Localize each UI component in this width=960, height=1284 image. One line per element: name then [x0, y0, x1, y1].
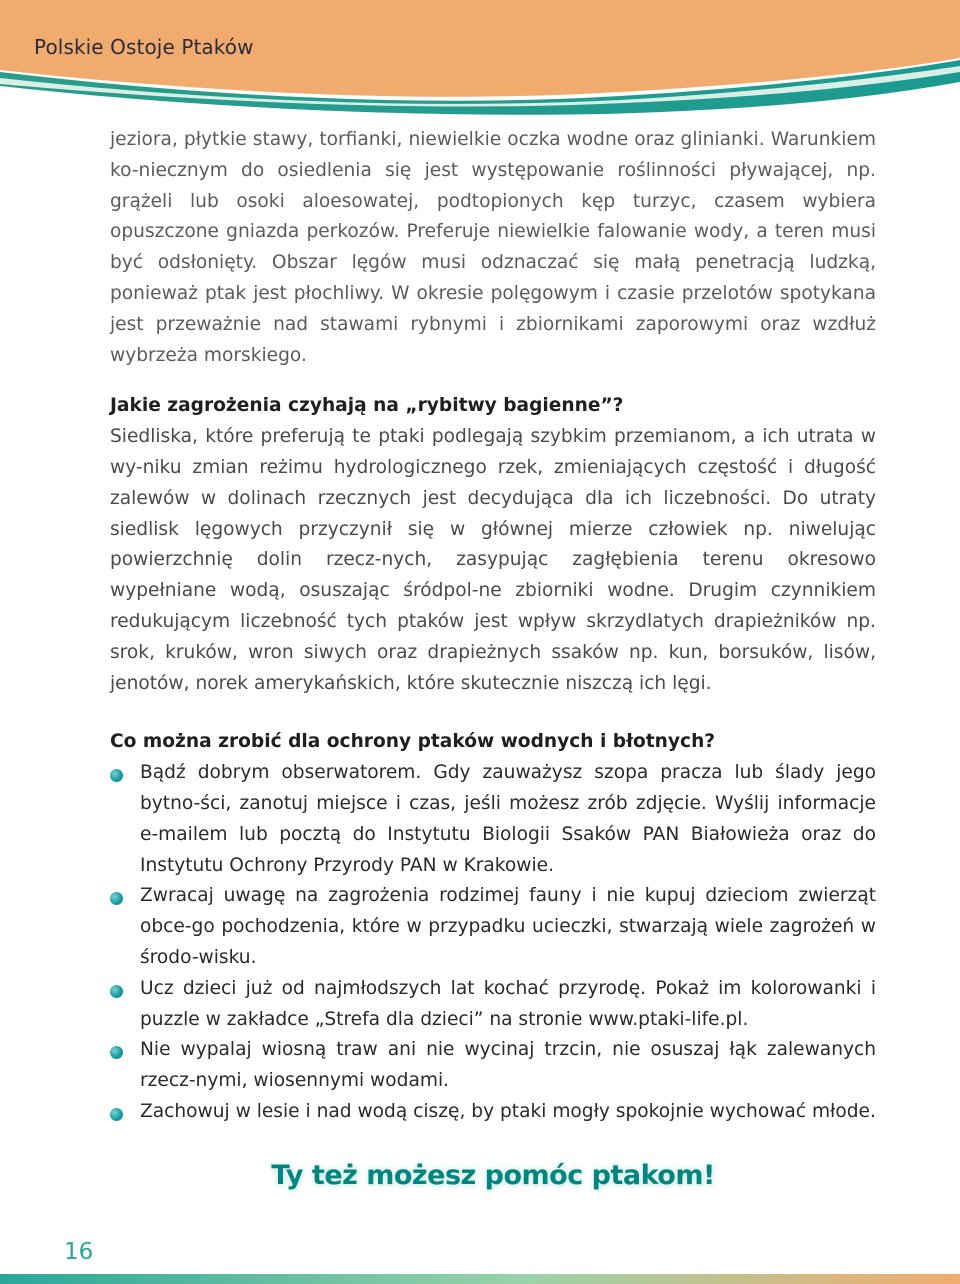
tip-text: Zwracaj uwagę na zagrożenia rodzimej fauny i nie kupuj dzieciom zwierząt obce-go pochodzenia, które w przypadku ucieczki, stwarzają wiele zagrożeń w środo-wisku. [140, 885, 876, 968]
threats-paragraph: Siedliska, które preferują te ptaki podlegają szybkim przemianom, a ich utrata w wy-niku zmian reżimu hydrologicznego rzek, zmieniających częstość i długość zalewów w dolinach rzecznych jest decydująca dla ich liczebności. Do utraty siedlisk lęgowych przyczynił się w głównej mierze człowiek np. niwelując powierzchnię dolin rzecz-nych, zasypując zagłębienia terenu okresowo wypełniane wodą, osuszając śródpol-ne zbiorniki wodne. Drugim czynnikiem redukującym liczebność tych ptaków jest wpływ skrzydlatych drapieżników np. srok, kruków, wron siwych oraz drapieżnych ssaków np. kun, borsuków, lisów, jenotów, norek amerykańskich, które skutecznie niszczą ich lęgi. [110, 426, 876, 694]
threats-heading: Jakie zagrożenia czyhają na „rybitwy bagienne”? [110, 395, 624, 417]
list-item [110, 758, 876, 881]
page-number: 16 [64, 1239, 94, 1265]
list-item [110, 1097, 876, 1128]
tip-text: Nie wypalaj wiosną traw ani nie wycinaj trzcin, nie osuszaj łąk zalewanych rzecz-nymi, wiosennymi wodami. [140, 1039, 876, 1092]
page-header [0, 0, 960, 115]
header-title: Polskie Ostoje Ptaków [34, 35, 254, 59]
teal-dot-icon [110, 1046, 123, 1059]
footer-bar [0, 1270, 960, 1284]
list-item [110, 1035, 876, 1097]
protection-heading: Co można zrobić dla ochrony ptaków wodnych i błotnych? [110, 731, 716, 753]
tip-text: Ucz dzieci już od najmłodszych lat kochać przyrodę. Pokaż im kolorowanki i puzzle w zakładce „Strefa dla dzieci” na stronie www.ptaki-life.pl. [140, 977, 876, 1030]
main-content [110, 125, 876, 1128]
teal-dot-icon [110, 769, 123, 782]
slogan: Ty też możesz pomóc ptakom! [271, 1160, 715, 1191]
list-item [110, 974, 876, 1036]
tip-text: Bądź dobrym obserwatorem. Gdy zauważysz szopa pracza lub ślady jego bytno-ści, zanotuj miejsce i czas, jeśli możesz zrób zdjęcie. Wyślij informacje e-mailem lub pocztą do Instytutu Biologii Ssaków PAN Białowieża oraz do Instytutu Ochrony Przyrody PAN w Krakowie. [140, 762, 876, 876]
teal-dot-icon [110, 985, 123, 998]
habitat-paragraph: jeziora, płytkie stawy, torfianki, niewielkie oczka wodne oraz glinianki. Warunkiem ko-niecznym do osiedlenia się jest występowanie roślinności pływającej, np. grążeli lub osoki aloesowatej, podtopionych kęp turzyc, czasem wybiera opuszczone gniazda perkozów. Preferuje niewielkie falowanie wody, a teren musi być odsłonięty. Obszar lęgów musi odznaczać się małą penetracją ludzką, ponieważ ptak jest płochliwy. W okresie polęgowym i czasie przelotów spotykana jest przeważnie nad stawami rybnymi i zbiornikami zaporowymi oraz wzdłuż wybrzeża morskiego. [110, 129, 876, 366]
teal-dot-icon [110, 1108, 123, 1121]
list-item [110, 881, 876, 973]
teal-dot-icon [110, 892, 123, 905]
protection-tips-list [110, 758, 876, 1128]
tip-text: Zachowuj w lesie i nad wodą ciszę, by ptaki mogły spokojnie wychować młode. [140, 1100, 876, 1122]
footer-gradient-graphic [0, 1270, 960, 1284]
